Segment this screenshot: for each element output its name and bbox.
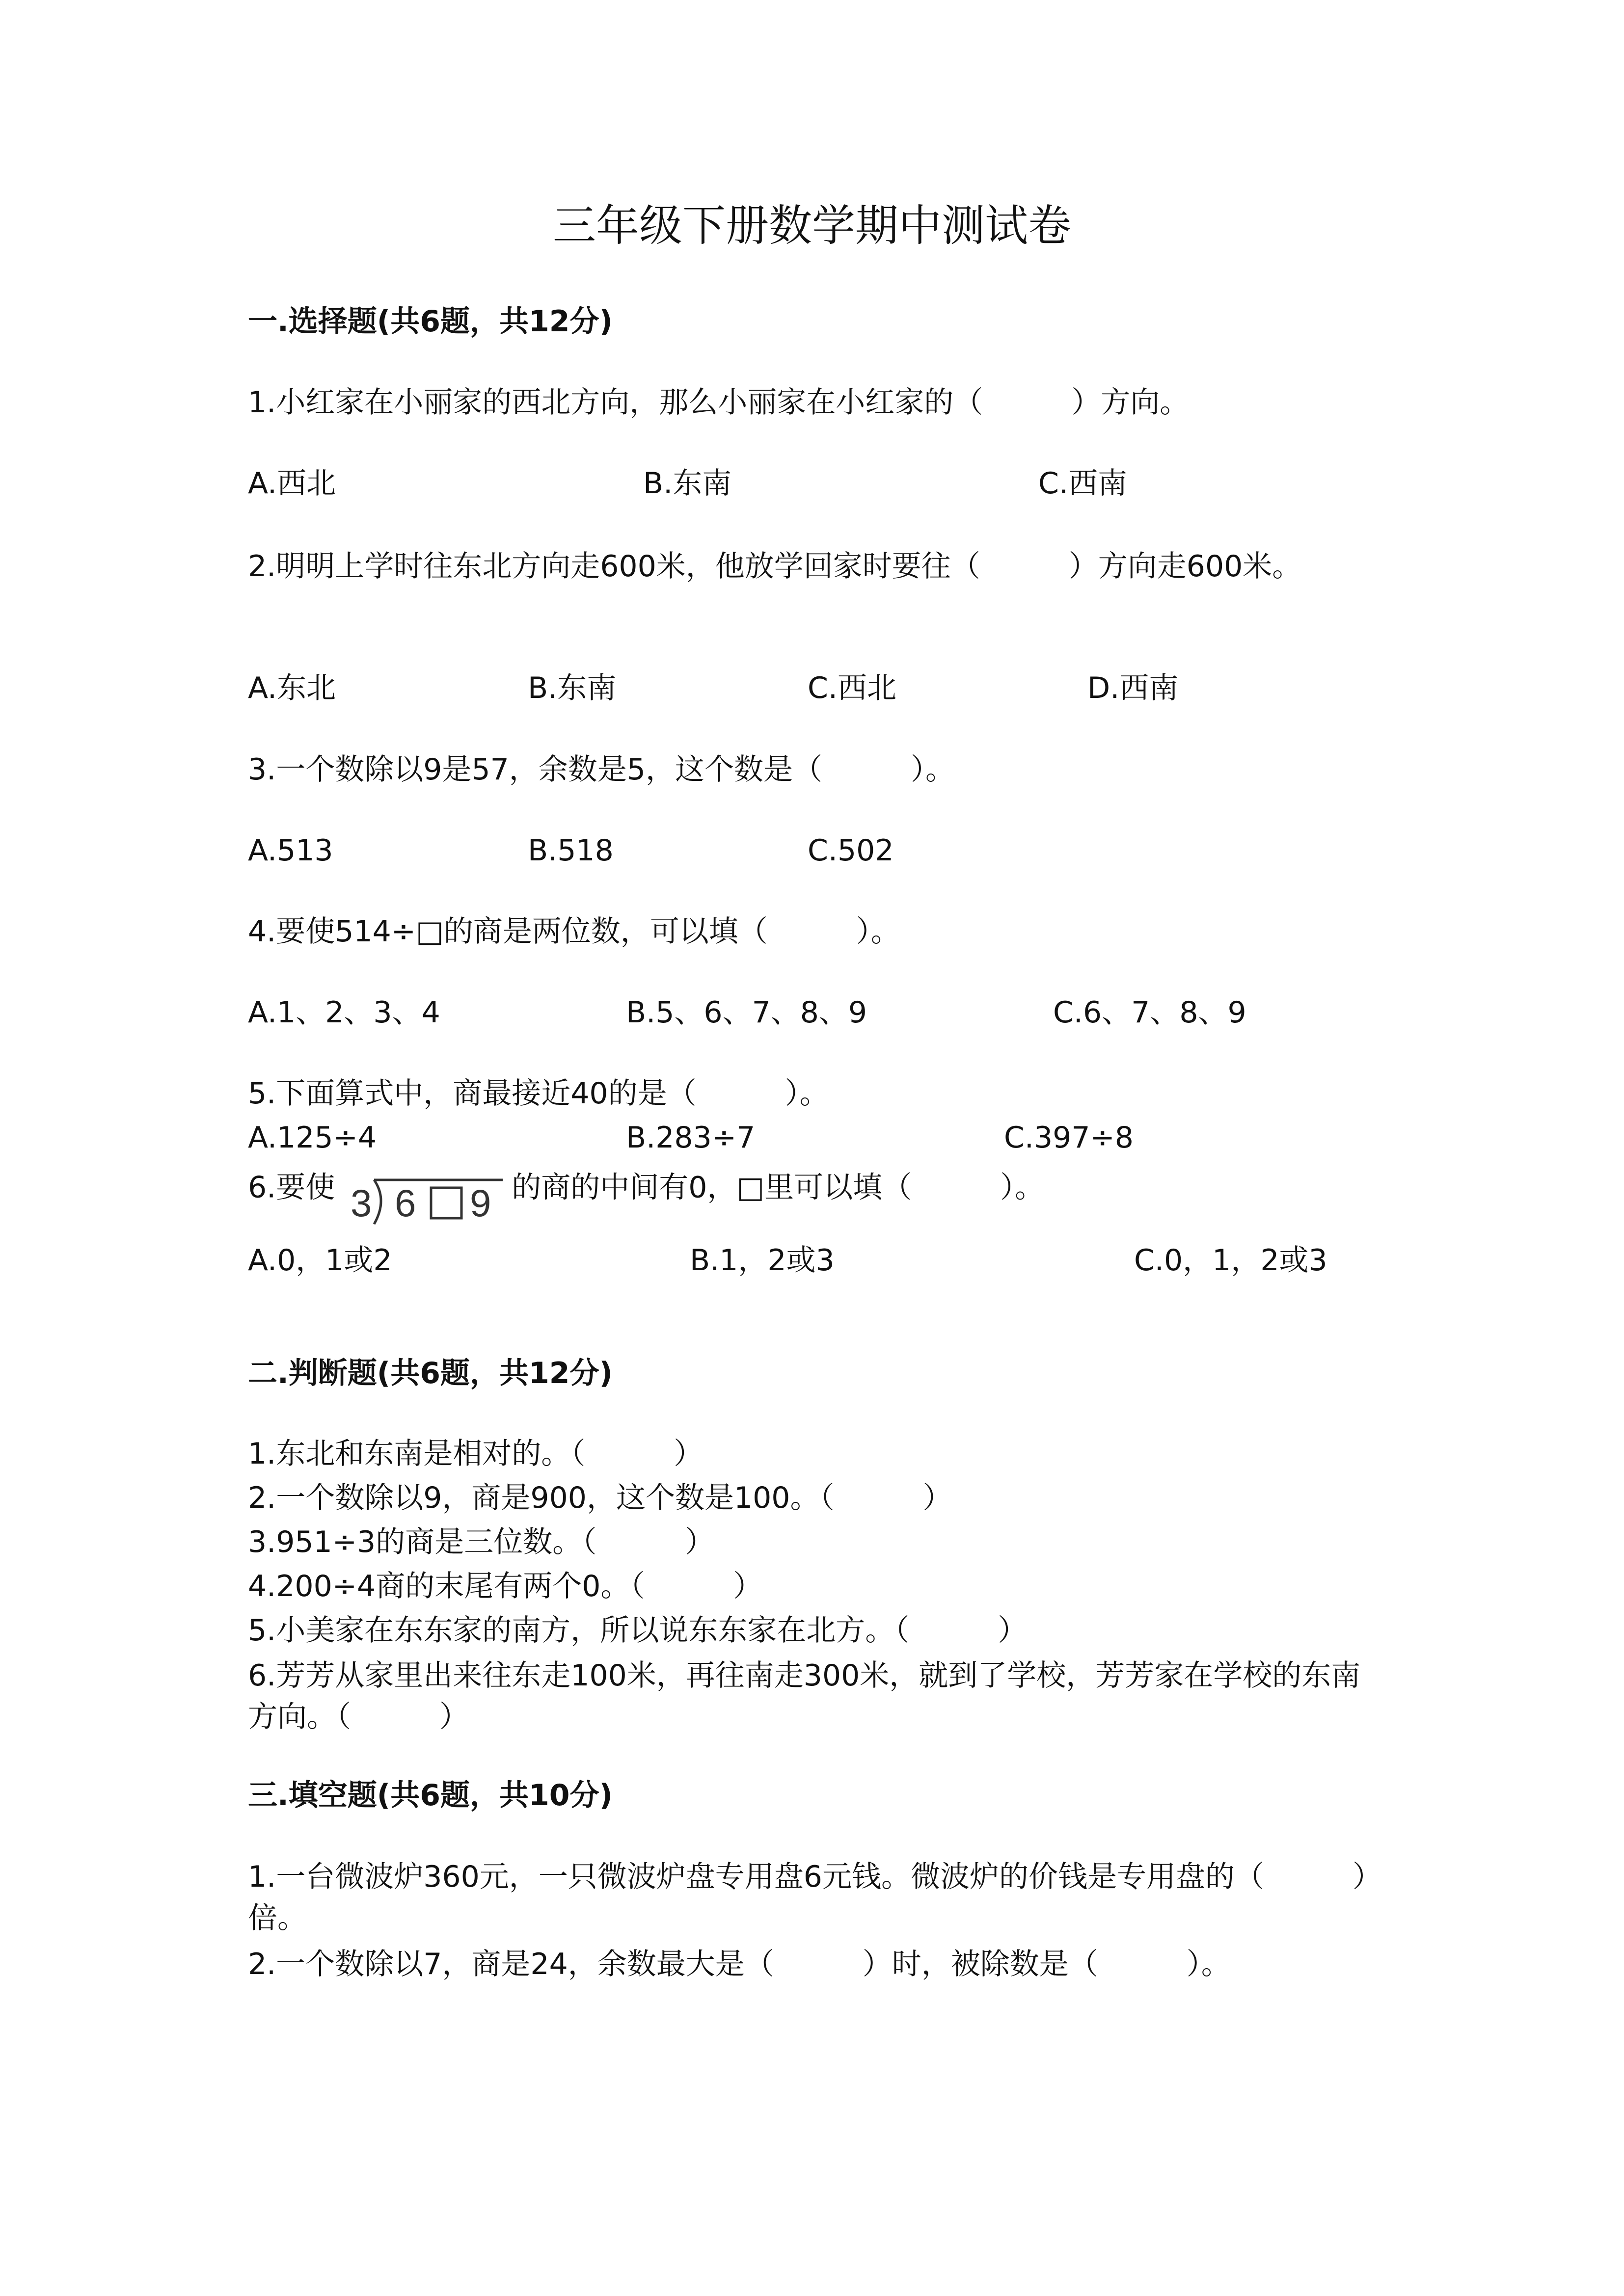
choice-question-2: 2.明明上学时往东北方向走600米，他放学回家时要往（ ）方向走600米。 xyxy=(248,549,1302,584)
fill-question-2: 2.一个数除以7，商是24，余数最大是（ ）时，被除数是（ ）。 xyxy=(248,1947,1231,1981)
judgement-question-5: 5.小美家在东东家的南方，所以说东东家在北方。（ ） xyxy=(248,1613,1028,1648)
judgement-question-1: 1.东北和东南是相对的。（ ） xyxy=(248,1437,704,1471)
choice-4-option-b: B.5、6、7、8、9 xyxy=(626,995,867,1030)
long-division-svg xyxy=(340,1173,507,1227)
choice-question-4: 4.要使514÷□的商是两位数，可以填（ ）。 xyxy=(248,914,900,949)
judgement-question-3: 3.951÷3的商是三位数。（ ） xyxy=(248,1525,715,1559)
choice-2-option-d: D.西南 xyxy=(1087,671,1179,705)
section-heading-fill-blank: 三.填空题(共6题，共10分) xyxy=(248,1778,613,1813)
choice-3-option-b: B.518 xyxy=(528,833,614,868)
choice-question-6 xyxy=(248,1162,1045,1225)
choice-6-option-c: C.0，1，2或3 xyxy=(1134,1243,1327,1278)
choice-4-option-a: A.1、2、3、4 xyxy=(248,995,440,1030)
section-heading-choice: 一.选择题(共6题，共12分) xyxy=(248,304,613,339)
choice-2-option-b: B.东南 xyxy=(528,671,617,705)
choice-2-option-a: A.东北 xyxy=(248,671,336,705)
choice-2-option-c: C.西北 xyxy=(808,671,896,705)
choice-question-3: 3.一个数除以9是57，余数是5，这个数是（ ）。 xyxy=(248,752,955,787)
dividend-digit-1: 6 xyxy=(395,1181,416,1225)
judgement-question-4: 4.200÷4商的末尾有两个0。（ ） xyxy=(248,1569,763,1603)
choice-question-5: 5.下面算式中，商最接近40的是（ ）。 xyxy=(248,1076,829,1111)
choice-6-text-before: 6.要使 xyxy=(248,1170,335,1205)
page-title: 三年级下册数学期中测试卷 xyxy=(552,200,1071,251)
choice-1-option-b: B.东南 xyxy=(643,466,732,501)
choice-6-text-after: 的商的中间有0，□里可以填（ ）。 xyxy=(512,1170,1045,1205)
dividend-digit-3: 9 xyxy=(470,1181,491,1225)
choice-4-option-c: C.6、7、8、9 xyxy=(1053,995,1246,1030)
choice-5-option-c: C.397÷8 xyxy=(1004,1121,1134,1155)
choice-3-option-c: C.502 xyxy=(808,833,894,868)
long-division-figure xyxy=(340,1173,507,1227)
divisor: 3 xyxy=(351,1181,372,1225)
choice-6-option-b: B.1，2或3 xyxy=(690,1243,835,1278)
choice-1-option-c: C.西南 xyxy=(1038,466,1127,501)
judgement-question-6: 6.芳芳从家里出来往东走100米，再往南走300米，就到了学校，芳芳家在学校的东南方向。（ ） xyxy=(248,1658,1361,1734)
section-heading-judgement: 二.判断题(共6题，共12分) xyxy=(248,1356,613,1390)
choice-5-option-b: B.283÷7 xyxy=(626,1121,756,1155)
choice-3-option-a: A.513 xyxy=(248,833,333,868)
choice-question-1: 1.小红家在小丽家的西北方向，那么小丽家在小红家的（ ）方向。 xyxy=(248,385,1190,420)
division-bracket xyxy=(374,1180,381,1224)
judgement-question-2: 2.一个数除以9，商是900，这个数是100。（ ） xyxy=(248,1481,952,1515)
fill-question-1: 1.一台微波炉360元，一只微波炉盘专用盘6元钱。微波炉的价钱是专用盘的（ ）倍。 xyxy=(248,1860,1367,1935)
choice-1-option-a: A.西北 xyxy=(248,466,336,501)
choice-6-option-a: A.0，1或2 xyxy=(248,1243,392,1278)
choice-5-option-a: A.125÷4 xyxy=(248,1121,377,1155)
blank-box xyxy=(431,1188,461,1218)
